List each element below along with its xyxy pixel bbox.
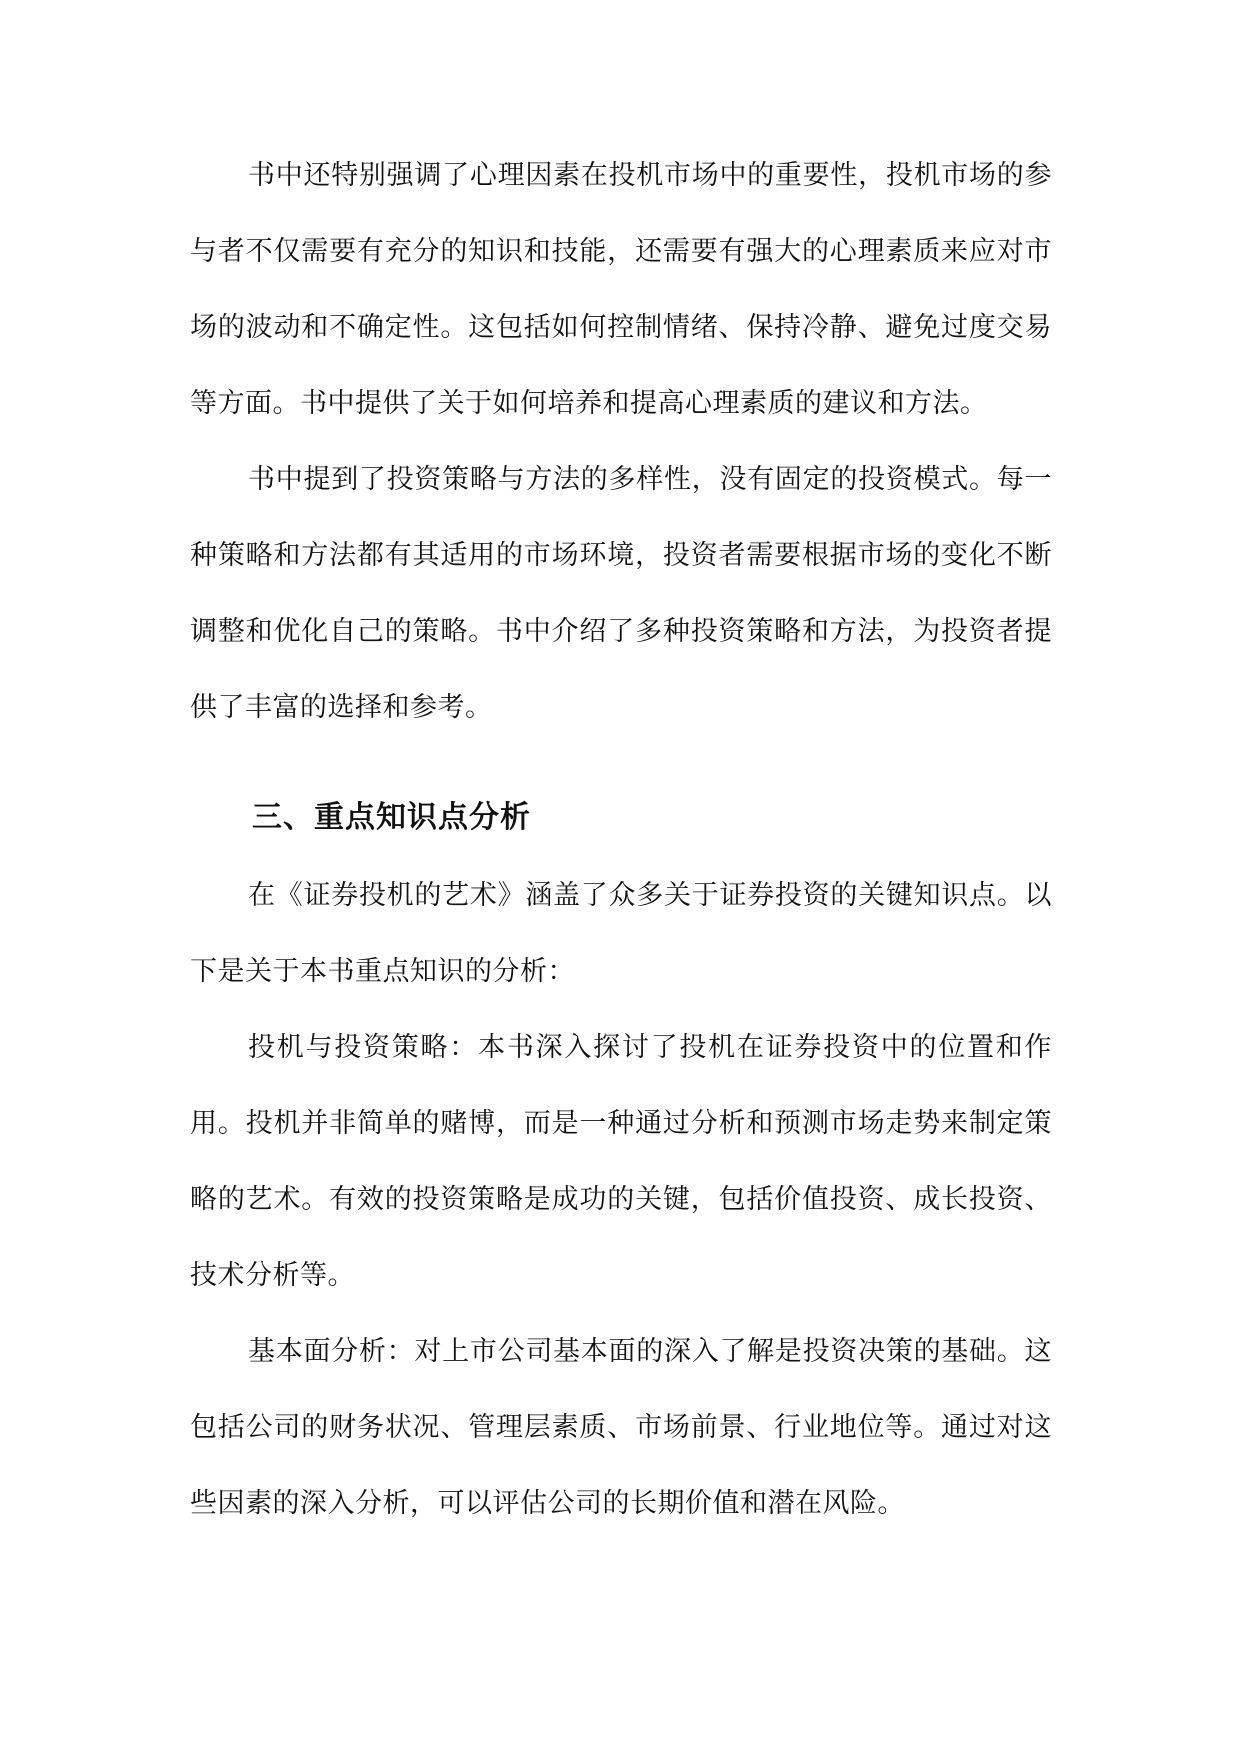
paragraph-intro: 在《证券投机的艺术》涵盖了众多关于证券投资的关键知识点。以下是关于本书重点知识的分析：	[190, 880, 1052, 987]
paragraph-fundamental-analysis: 基本面分析：对上市公司基本面的深入了解是投资决策的基础。这包括公司的财务状况、管理层素质、市场前景、行业地位等。通过对这些因素的深入分析，可以评估公司的长期价值和潜在风险。	[190, 1336, 1052, 1519]
paragraph-psychology: 书中还特别强调了心理因素在投机市场中的重要性，投机市场的参与者不仅需要有充分的知识和技能，还需要有强大的心理素质来应对市场的波动和不确定性。这包括如何控制情绪、保持冷静、避免过度交易等方面。书中提供了关于如何培养和提高心理素质的建议和方法。	[190, 160, 1052, 419]
document-body	[190, 138, 1052, 1542]
paragraph-strategy-diversity: 书中提到了投资策略与方法的多样性，没有固定的投资模式。每一种策略和方法都有其适用的市场环境，投资者需要根据市场的变化不断调整和优化自己的策略。书中介绍了多种投资策略和方法，为投资者提供了丰富的选择和参考。	[190, 464, 1052, 723]
paragraph-speculation-strategy: 投机与投资策略：本书深入探讨了投机在证券投资中的位置和作用。投机并非简单的赌博，而是一种通过分析和预测市场走势来制定策略的艺术。有效的投资策略是成功的关键，包括价值投资、成长投资、技术分析等。	[190, 1032, 1052, 1291]
section-heading: 三、重点知识点分析	[252, 800, 531, 835]
